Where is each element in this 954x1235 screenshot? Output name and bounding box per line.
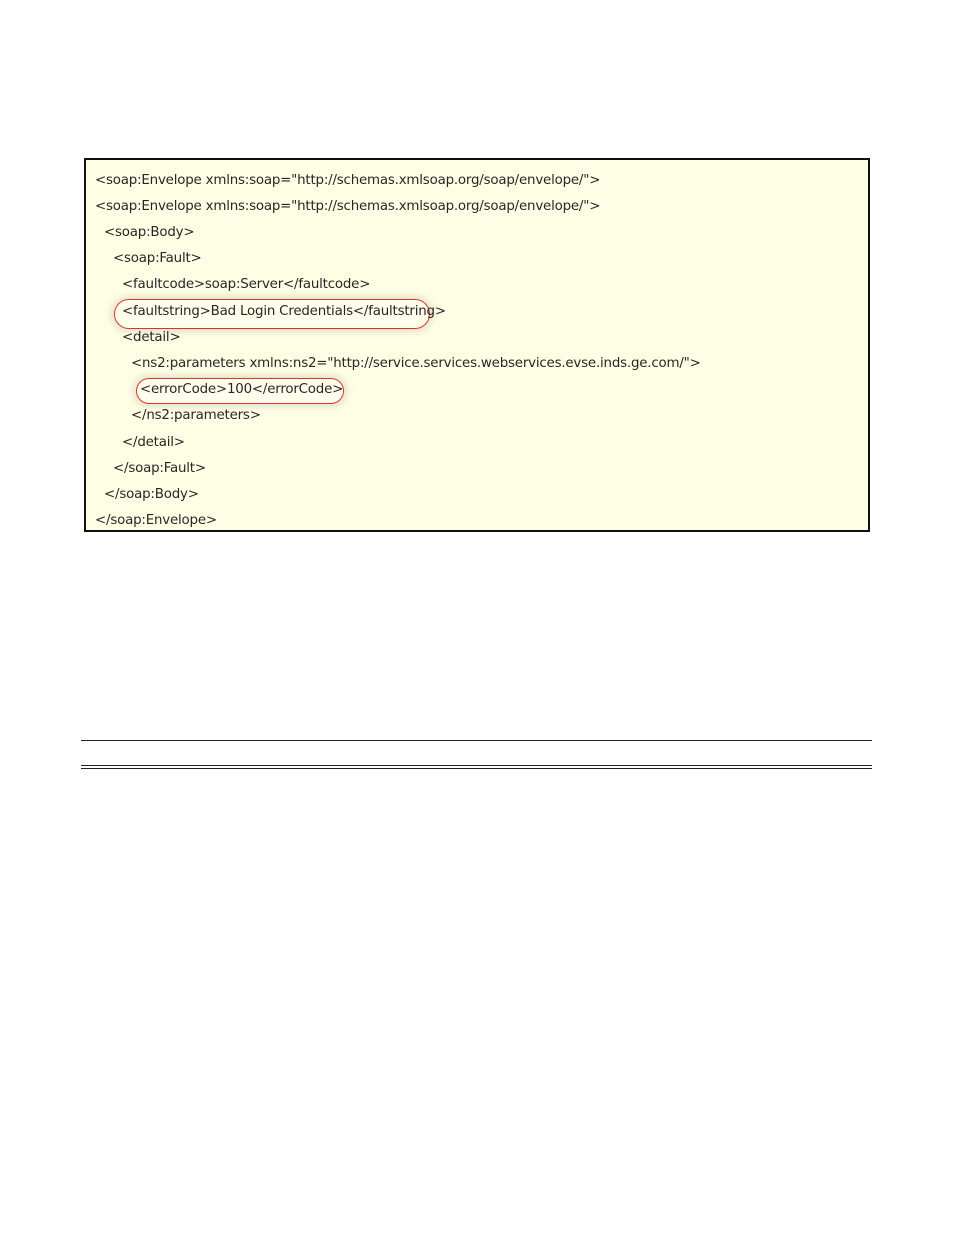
- code-line: <soap:Body>: [104, 225, 195, 240]
- code-line: </ns2:parameters>: [131, 408, 261, 423]
- double-horizontal-rule: [81, 765, 872, 769]
- horizontal-rule: [81, 740, 872, 741]
- code-line: <faultstring>Bad Login Credentials</faultstring>: [122, 304, 446, 319]
- code-line: <ns2:parameters xmlns:ns2="http://service.services.webservices.evse.inds.ge.com/">: [131, 356, 701, 371]
- code-line: <soap:Envelope xmlns:soap="http://schemas.xmlsoap.org/soap/envelope/">: [95, 199, 601, 214]
- code-line: <faultcode>soap:Server</faultcode>: [122, 277, 371, 292]
- code-line: </soap:Fault>: [113, 461, 206, 476]
- code-line: <errorCode>100</errorCode>: [140, 382, 344, 397]
- code-line: </soap:Body>: [104, 487, 199, 502]
- code-line: </soap:Envelope>: [95, 513, 217, 528]
- code-line: </detail>: [122, 435, 185, 450]
- code-line: <detail>: [122, 330, 181, 345]
- code-listing-box: [84, 158, 870, 532]
- code-line: <soap:Envelope xmlns:soap="http://schemas.xmlsoap.org/soap/envelope/">: [95, 173, 601, 188]
- code-line: <soap:Fault>: [113, 251, 202, 266]
